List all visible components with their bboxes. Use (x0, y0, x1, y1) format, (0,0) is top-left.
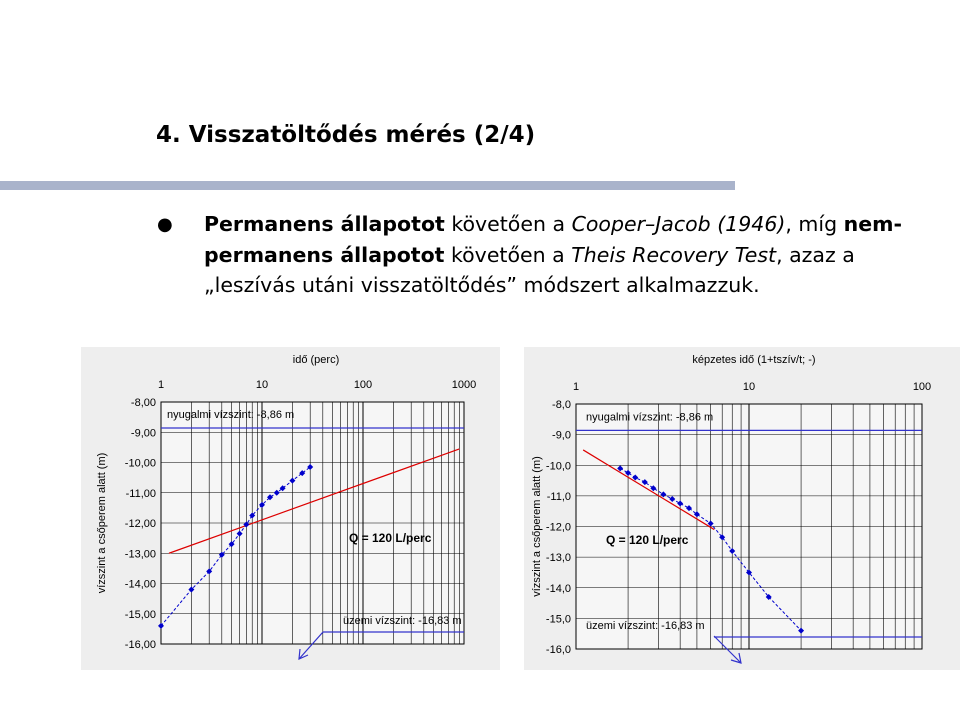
x-axis-title: képzetes idő (1+tszív/t; -) (692, 354, 816, 366)
y-axis-label: vízszint a csőperem alatt (m) (96, 452, 108, 594)
y-tick-label: -14,00 (124, 578, 156, 591)
title-divider (0, 181, 735, 190)
y-tick-label: -13,00 (124, 548, 156, 561)
bullet-italic-7: Theis Recovery Test (571, 242, 777, 267)
y-tick-label: -8,0 (552, 399, 571, 411)
x-tick-label: 1 (572, 381, 580, 393)
x-tick-label: 10 (742, 381, 756, 393)
rest-level-annotation: nyugalmi vízszint: -8,86 m (167, 409, 295, 422)
bullet-icon: ● (157, 214, 173, 235)
x-tick-label: 10 (255, 379, 269, 391)
y-tick-label: -9,0 (552, 429, 571, 442)
bullet-italic-3: Cooper–Jacob (1946) (571, 212, 786, 236)
y-axis-label: vízszint a csőperem alatt (m) (531, 456, 543, 597)
x-axis-title: idő (perc) (292, 354, 340, 366)
x-tick-label: 1 (157, 379, 165, 391)
x-tick-label: 1000 (451, 379, 477, 391)
bullet-text-2: követően a (444, 212, 572, 236)
y-tick-label: -11,00 (125, 487, 156, 500)
y-tick-label: -10,00 (124, 457, 156, 470)
operating-level-annotation: üzemi vízszint: -16,83 m (586, 620, 705, 632)
chart-cooper-jacob-svg (81, 347, 500, 670)
bullet-bold-1: Permanens állapotot (204, 212, 445, 236)
rest-level-annotation: nyugalmi vízszint: -8,86 m (586, 411, 714, 424)
flow-rate-annotation: Q = 120 L/perc (606, 533, 689, 547)
y-tick-label: -16,0 (545, 644, 571, 656)
bullet-bold-5: nem-permanens állapotot (204, 212, 902, 267)
bullet-text-4: , míg (785, 212, 844, 236)
y-tick-label: -8,00 (130, 397, 156, 409)
chart-theis-recovery-svg (524, 347, 960, 670)
y-tick-label: -12,0 (545, 521, 571, 534)
operating-level-annotation: üzemi vízszint: -16,83 m (343, 615, 462, 627)
bullet-text-8: , azaz a „leszívás utáni visszatöltődés” módszert alkalmazzuk. (204, 242, 855, 297)
y-tick-label: -15,00 (124, 608, 156, 621)
chart-theis-recovery (524, 347, 960, 670)
flow-rate-annotation: Q = 120 L/perc (349, 531, 432, 545)
y-tick-label: -10,0 (545, 460, 571, 473)
bullet-text-6: követően a (444, 242, 572, 267)
chart-cooper-jacob (81, 347, 500, 670)
bullet-paragraph (204, 209, 944, 301)
slide-title: 4. Visszatöltődés mérés (2/4) (156, 122, 536, 148)
y-tick-label: -15,0 (545, 613, 571, 626)
y-tick-label: -11,0 (546, 490, 571, 503)
y-tick-label: -16,00 (124, 639, 156, 651)
y-tick-label: -9,00 (130, 427, 156, 440)
y-tick-label: -14,0 (545, 582, 571, 595)
y-tick-label: -13,0 (545, 552, 571, 565)
x-tick-label: 100 (353, 379, 373, 391)
y-tick-label: -12,00 (124, 518, 156, 530)
x-tick-label: 100 (912, 381, 932, 393)
